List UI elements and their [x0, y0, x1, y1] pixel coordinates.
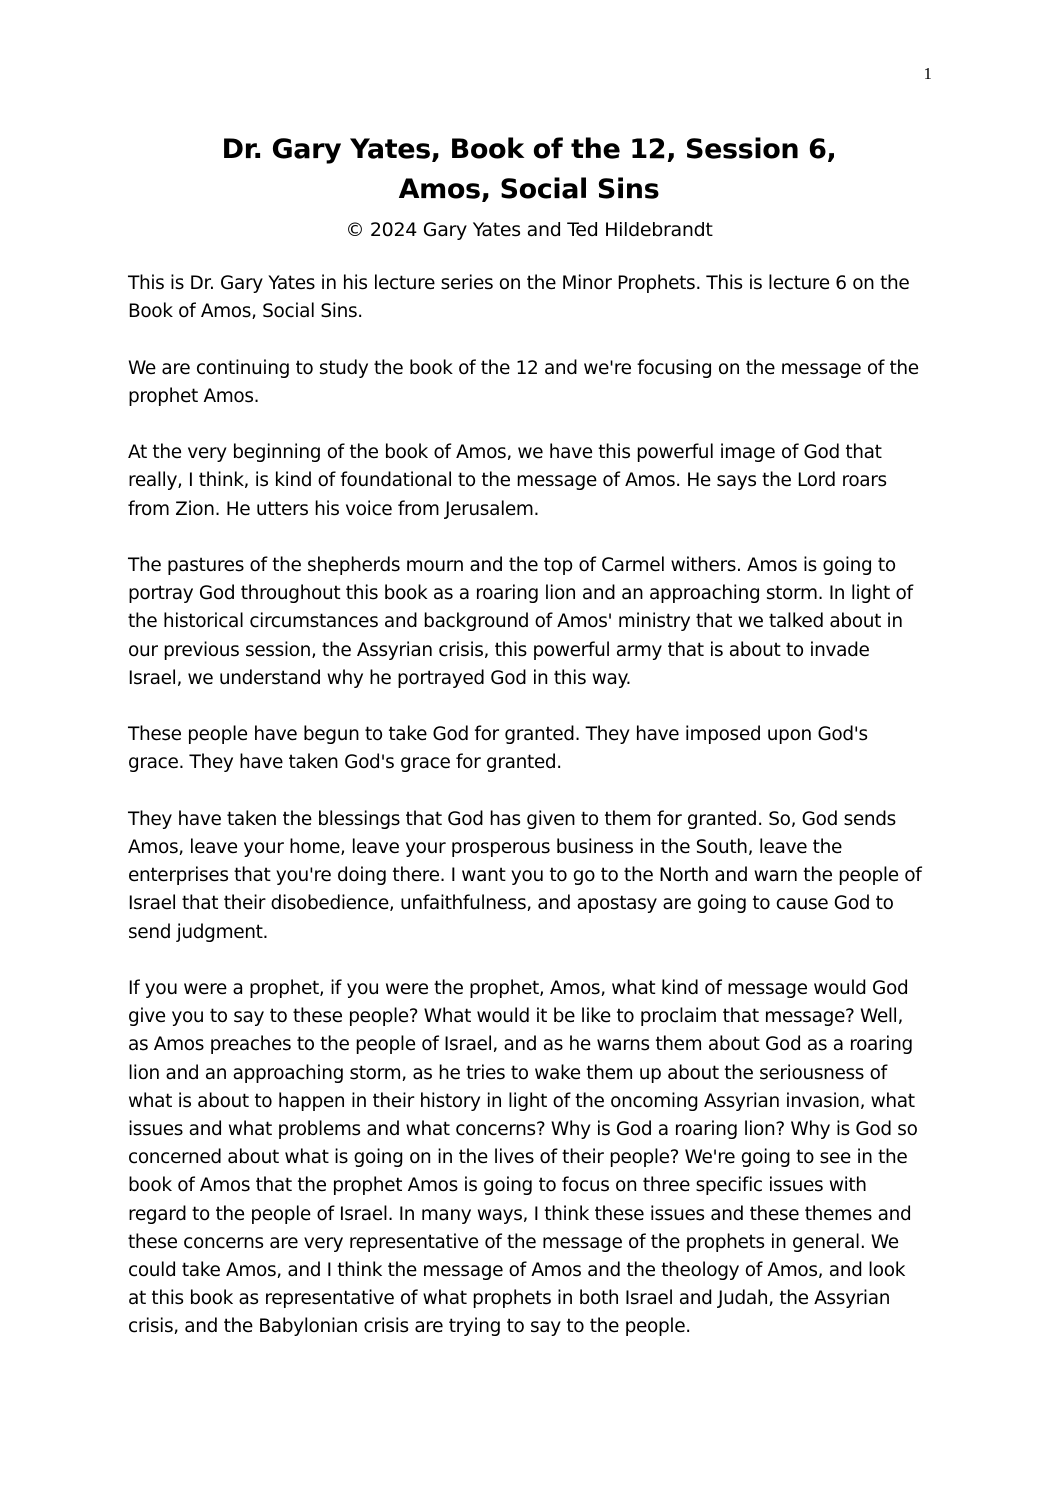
document-body — [128, 270, 928, 1370]
paragraph-1: This is Dr. Gary Yates in his lecture series on the Minor Prophets. This is lecture 6 on the Book of Amos, Social Sins. — [128, 273, 910, 323]
paragraph-5: These people have begun to take God for granted. They have imposed upon God's grace. They have taken God's grace for granted. — [128, 724, 868, 774]
document-title — [0, 130, 1058, 210]
paragraph-7: If you were a prophet, if you were the prophet, Amos, what kind of message would God give you to say to these people? What would it be like to proclaim that message? Well, as Amos preaches to the people of Israel, and as he warns them about God as a roaring lion and an approaching storm, as he tries to wake them up about the seriousness of what is about to happen in their history in light of the oncoming Assyrian invasion, what issues and what problems and what concerns? Why is God a roaring lion? Why is God so concerned about what is going on in the lives of their people? We're going to see in the book of Amos that the prophet Amos is going to focus on three specific issues with regard to the people of Israel. In many ways, I think these issues and these themes and these concerns are very representative of the message of the prophets in general. We could take Amos, and I think the message of Amos and the theology of Amos, and look at this book as representative of what prophets in both Israel and Judah, the Assyrian crisis, and the Babylonian crisis are trying to say to the people. — [128, 977, 918, 1338]
paragraph-4: The pastures of the shepherds mourn and the top of Carmel withers. Amos is going to portray God throughout this book as a roaring lion and an approaching storm. In light of the historical circumstances and background of Amos' ministry that we talked about in our previous session, the Assyrian crisis, this powerful army that is about to invade Israel, we understand why he portrayed God in this way. — [128, 554, 913, 689]
copyright-line: © 2024 Gary Yates and Ted Hildebrandt — [345, 219, 713, 241]
paragraph-6: They have taken the blessings that God has given to them for granted. So, God sends Amos, leave your home, leave your prosperous business in the South, leave the enterprises that you're doing there. I want you to go to the North and warn the people of Israel that their disobedience, unfaithfulness, and apostasy are going to cause God to send judgment. — [128, 808, 922, 943]
paragraph-2: We are continuing to study the book of the 12 and we're focusing on the message of the prophet Amos. — [128, 357, 919, 407]
paragraph-3: At the very beginning of the book of Amos, we have this powerful image of God that really, I think, is kind of foundational to the message of Amos. He says the Lord roars from Zion. He utters his voice from Jerusalem. — [128, 442, 887, 520]
title-line-2: Amos, Social Sins — [398, 174, 660, 205]
title-line-1: Dr. Gary Yates, Book of the 12, Session 6, — [221, 134, 837, 165]
page-number: 1 — [923, 64, 932, 83]
